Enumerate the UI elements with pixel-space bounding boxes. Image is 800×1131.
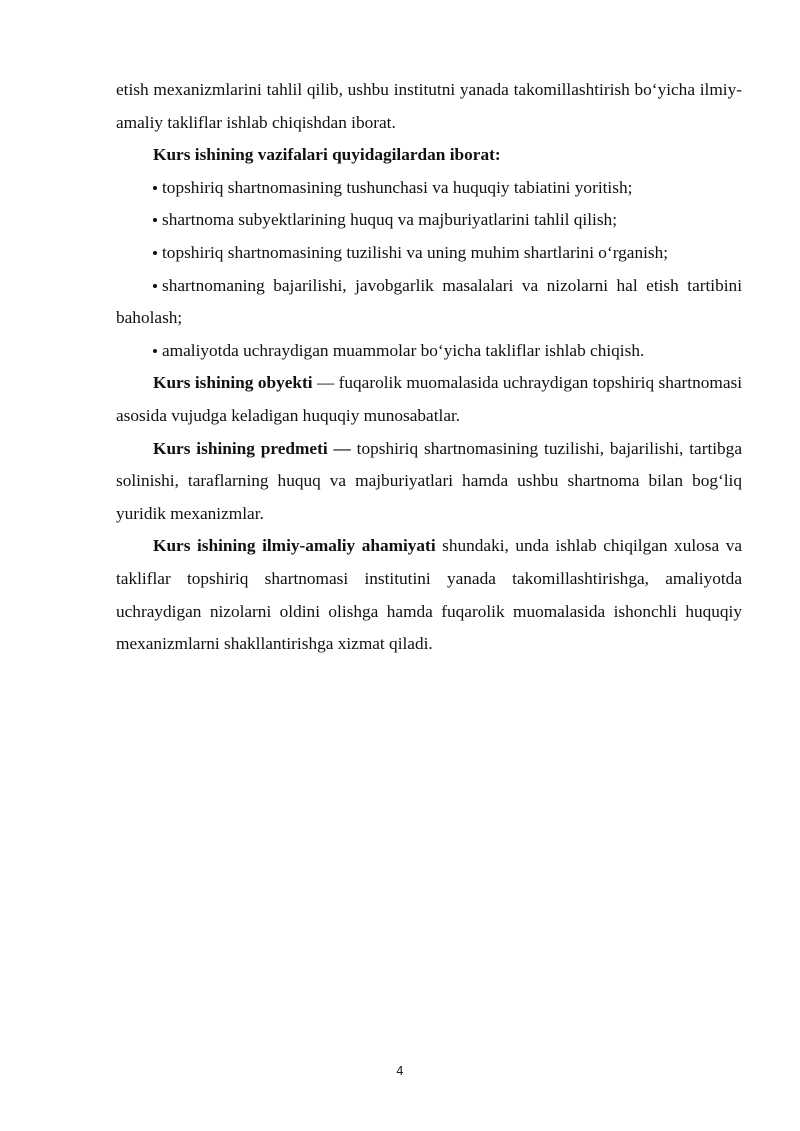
task-text: topshiriq shartnomasining tushunchasi va huquqiy tabiatini yoritish; — [162, 177, 633, 197]
tasks-heading-text: Kurs ishining vazifalari quyidagilardan iborat: — [153, 145, 501, 165]
significance-label: Kurs ishining ilmiy-amaliy ahamiyati — [153, 536, 436, 556]
bullet-icon — [153, 270, 162, 303]
object-paragraph — [116, 367, 742, 432]
task-text: amaliyotda uchraydigan muammolar bo‘yicha takliflar ishlab chiqish. — [162, 340, 645, 360]
task-text: topshiriq shartnomasining tuzilishi va uning muhim shartlarini o‘rganish; — [162, 242, 669, 262]
significance-text: shundaki, unda ishlab chiqilgan xulosa va takliflar topshiriq shartnomasi institutini yanada takomillashtirishga, amaliyotda uchraydigan nizolarni oldini olishga hamda fuqarolik muomalasida ishonchli huquqiy mexanizmlarni shakllantirishga xizmat qiladi. — [116, 536, 742, 654]
page-number: 4 — [396, 1064, 404, 1078]
subject-label: Kurs ishining predmeti — — [153, 438, 351, 458]
subject-paragraph — [116, 433, 742, 531]
task-text: shartnomaning bajarilishi, javobgarlik masalalari va nizolarni hal etish tartibini baholash; — [116, 275, 742, 328]
bullet-icon — [153, 172, 162, 205]
object-text: — fuqarolik muomalasida uchraydigan topshiriq shartnomasi asosida vujudga keladigan huquqiy munosabatlar. — [116, 373, 743, 425]
bullet-icon — [153, 335, 162, 368]
tasks-heading — [116, 139, 742, 172]
object-label: Kurs ishining obyekti — [153, 373, 313, 393]
list-item — [116, 335, 742, 368]
list-item — [116, 204, 742, 237]
subject-text: topshiriq shartnomasining tuzilishi, bajarilishi, tartibga solinishi, taraflarning huquq va majburiyatlari hamda ushbu shartnoma bilan bog‘liq yuridik mexanizmlar. — [116, 438, 742, 523]
tasks-list — [116, 172, 742, 368]
list-item — [116, 270, 742, 335]
bullet-icon — [153, 237, 162, 270]
intro-continuation-paragraph: etish mexanizmlarini tahlil qilib, ushbu institutni yanada takomillashtirish bo‘yicha ilmiy-amaliy takliflar ishlab chiqishdan iborat. — [116, 80, 742, 132]
list-item — [116, 172, 742, 205]
significance-paragraph — [116, 530, 742, 660]
bullet-icon — [153, 204, 162, 237]
page-body — [116, 74, 742, 661]
task-text: shartnoma subyektlarining huquq va majburiyatlarini tahlil qilish; — [162, 210, 617, 230]
list-item — [116, 237, 742, 270]
